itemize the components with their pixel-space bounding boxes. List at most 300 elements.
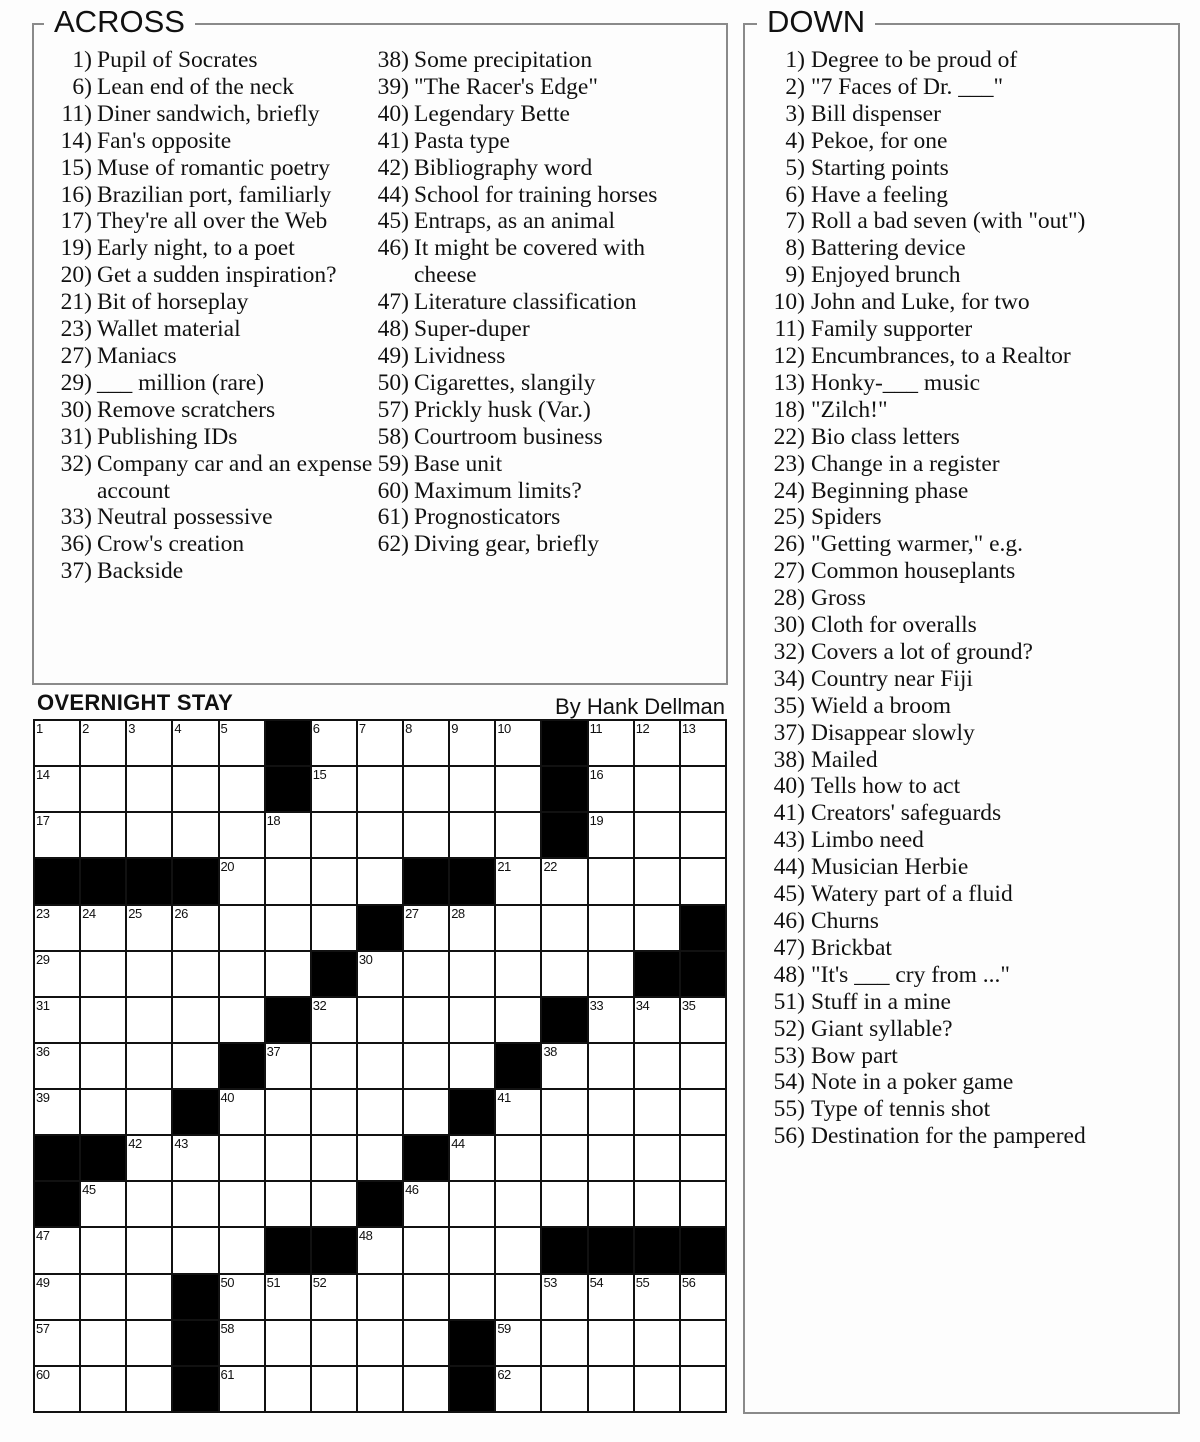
clue-text: Pasta type	[414, 127, 510, 154]
grid-cell[interactable]	[635, 859, 679, 903]
grid-cell[interactable]	[127, 1228, 171, 1272]
grid-cell[interactable]	[173, 1044, 217, 1088]
grid-cell[interactable]	[81, 952, 125, 996]
grid-cell[interactable]	[220, 1228, 264, 1272]
grid-cell[interactable]	[589, 1182, 633, 1226]
grid-cell[interactable]	[127, 906, 171, 950]
down-clue[interactable]	[763, 854, 1173, 881]
grid-cell[interactable]	[542, 1044, 586, 1088]
grid-cell[interactable]	[266, 952, 310, 996]
clue-text: Note in a poker game	[811, 1069, 1014, 1096]
grid-cell[interactable]	[220, 1367, 264, 1411]
black-square	[173, 1275, 217, 1319]
grid-cell[interactable]	[450, 1182, 494, 1226]
grid-cell[interactable]	[173, 1182, 217, 1226]
down-clue[interactable]	[763, 397, 1173, 424]
down-clue[interactable]	[763, 720, 1173, 747]
grid-cell[interactable]	[35, 721, 79, 765]
clue-number: 47)	[773, 934, 805, 961]
grid-cell[interactable]	[127, 1275, 171, 1319]
across-clue[interactable]	[374, 101, 694, 128]
across-clue[interactable]	[374, 531, 694, 558]
grid-cell[interactable]	[266, 859, 310, 903]
grid-cell[interactable]	[220, 952, 264, 996]
grid-cell[interactable]	[81, 1090, 125, 1134]
cell-number: 38	[543, 1043, 557, 1059]
across-clue[interactable]	[374, 47, 694, 74]
down-clue[interactable]	[763, 531, 1173, 558]
grid-cell[interactable]	[312, 721, 356, 765]
grid-cell[interactable]	[266, 1321, 310, 1365]
grid-cell[interactable]	[312, 906, 356, 950]
grid-cell[interactable]	[635, 1136, 679, 1180]
grid-cell[interactable]	[220, 1136, 264, 1180]
grid-cell[interactable]	[542, 1182, 586, 1226]
grid-cell[interactable]	[173, 906, 217, 950]
grid-cell[interactable]	[404, 952, 448, 996]
grid-cell[interactable]	[635, 1321, 679, 1365]
down-clue[interactable]	[763, 262, 1173, 289]
down-clue[interactable]	[763, 182, 1173, 209]
down-clue[interactable]	[763, 800, 1173, 827]
black-square	[220, 1044, 264, 1088]
grid-cell[interactable]	[358, 859, 402, 903]
down-clue[interactable]	[763, 1069, 1173, 1096]
grid-cell[interactable]	[681, 998, 725, 1042]
grid-cell[interactable]	[358, 1275, 402, 1319]
across-clue[interactable]	[374, 128, 694, 155]
black-square	[35, 859, 79, 903]
grid-cell[interactable]	[266, 1275, 310, 1319]
grid-cell[interactable]	[404, 1228, 448, 1272]
clue-text: "It's ___ cry from ..."	[811, 961, 1010, 988]
grid-cell[interactable]	[173, 721, 217, 765]
grid-cell[interactable]	[496, 1136, 540, 1180]
across-clue[interactable]	[52, 397, 382, 424]
grid-cell[interactable]	[220, 1275, 264, 1319]
grid-cell[interactable]	[681, 859, 725, 903]
across-clue[interactable]	[52, 343, 382, 370]
across-clue[interactable]	[52, 370, 382, 397]
grid-cell[interactable]	[496, 1275, 540, 1319]
grid-cell[interactable]	[220, 1182, 264, 1226]
grid-cell[interactable]	[81, 1367, 125, 1411]
grid-cell[interactable]	[312, 1367, 356, 1411]
across-clue[interactable]	[52, 504, 382, 531]
grid-cell[interactable]	[81, 1182, 125, 1226]
grid-cell[interactable]	[589, 859, 633, 903]
grid-cell[interactable]	[496, 1367, 540, 1411]
clue-text: Starting points	[811, 154, 949, 181]
grid-cell[interactable]	[81, 813, 125, 857]
down-clue[interactable]	[763, 451, 1173, 478]
grid-cell[interactable]	[220, 813, 264, 857]
grid-cell[interactable]	[266, 1044, 310, 1088]
down-clue[interactable]	[763, 1123, 1173, 1150]
grid-cell[interactable]	[681, 1321, 725, 1365]
grid-cell[interactable]	[635, 1367, 679, 1411]
grid-cell[interactable]	[358, 952, 402, 996]
clue-text: Giant syllable?	[811, 1015, 953, 1042]
down-clue[interactable]	[763, 208, 1173, 235]
grid-cell[interactable]	[127, 1136, 171, 1180]
grid-cell[interactable]	[496, 859, 540, 903]
grid-cell[interactable]	[404, 1321, 448, 1365]
across-clue[interactable]	[52, 74, 382, 101]
grid-cell[interactable]	[312, 1321, 356, 1365]
grid-cell[interactable]	[220, 721, 264, 765]
grid-cell[interactable]	[589, 767, 633, 811]
grid-cell[interactable]	[450, 906, 494, 950]
down-clue[interactable]	[763, 343, 1173, 370]
down-clue[interactable]	[763, 289, 1173, 316]
grid-cell[interactable]	[312, 1182, 356, 1226]
grid-cell[interactable]	[81, 1044, 125, 1088]
down-clue[interactable]	[763, 1096, 1173, 1123]
crossword-grid	[33, 719, 727, 1413]
grid-cell[interactable]	[589, 906, 633, 950]
grid-cell[interactable]	[450, 952, 494, 996]
grid-cell[interactable]	[496, 952, 540, 996]
grid-cell[interactable]	[312, 1090, 356, 1134]
grid-cell[interactable]	[173, 767, 217, 811]
grid-cell[interactable]	[681, 1367, 725, 1411]
grid-cell[interactable]	[358, 1136, 402, 1180]
grid-cell[interactable]	[404, 906, 448, 950]
clue-text: School for training horses	[414, 181, 658, 208]
grid-cell[interactable]	[404, 1367, 448, 1411]
grid-cell[interactable]	[635, 1090, 679, 1134]
grid-cell[interactable]	[681, 1275, 725, 1319]
grid-cell[interactable]	[358, 1044, 402, 1088]
down-clue[interactable]	[763, 101, 1173, 128]
grid-cell[interactable]	[542, 859, 586, 903]
grid-cell[interactable]	[589, 721, 633, 765]
grid-cell[interactable]	[127, 1367, 171, 1411]
grid-cell[interactable]	[542, 1136, 586, 1180]
grid-cell[interactable]	[35, 1228, 79, 1272]
grid-cell[interactable]	[173, 1228, 217, 1272]
grid-cell[interactable]	[220, 998, 264, 1042]
grid-cell[interactable]	[635, 1182, 679, 1226]
down-clue[interactable]	[763, 612, 1173, 639]
down-clue[interactable]	[763, 827, 1173, 854]
grid-cell[interactable]	[404, 1275, 448, 1319]
across-clue[interactable]	[52, 316, 382, 343]
grid-cell[interactable]	[266, 813, 310, 857]
across-clue[interactable]	[374, 451, 694, 478]
grid-cell[interactable]	[81, 1321, 125, 1365]
grid-cell[interactable]	[173, 952, 217, 996]
grid-cell[interactable]	[450, 1228, 494, 1272]
grid-cell[interactable]	[450, 998, 494, 1042]
grid-cell[interactable]	[127, 998, 171, 1042]
grid-cell[interactable]	[542, 1367, 586, 1411]
across-clue[interactable]	[374, 343, 694, 370]
across-clue[interactable]	[52, 155, 382, 182]
across-clue[interactable]	[374, 208, 694, 235]
grid-cell[interactable]	[266, 1367, 310, 1411]
grid-cell[interactable]	[450, 1136, 494, 1180]
grid-cell[interactable]	[173, 1136, 217, 1180]
down-clue[interactable]	[763, 235, 1173, 262]
clue-text: Battering device	[811, 235, 966, 262]
grid-cell[interactable]	[450, 767, 494, 811]
clue-text: Bit of horseplay	[97, 289, 249, 316]
across-clue[interactable]	[374, 182, 694, 209]
grid-cell[interactable]	[404, 721, 448, 765]
grid-cell[interactable]	[496, 813, 540, 857]
grid-cell[interactable]	[81, 998, 125, 1042]
grid-cell[interactable]	[589, 1367, 633, 1411]
grid-cell[interactable]	[266, 1136, 310, 1180]
grid-cell[interactable]	[266, 906, 310, 950]
grid-cell[interactable]	[542, 1090, 586, 1134]
grid-cell[interactable]	[358, 1228, 402, 1272]
grid-cell[interactable]	[404, 998, 448, 1042]
clue-text: Cloth for overalls	[811, 612, 977, 639]
down-clue[interactable]	[763, 74, 1173, 101]
grid-cell[interactable]	[635, 998, 679, 1042]
grid-cell[interactable]	[358, 813, 402, 857]
grid-cell[interactable]	[635, 767, 679, 811]
grid-cell[interactable]	[312, 998, 356, 1042]
grid-cell[interactable]	[542, 1275, 586, 1319]
clue-number: 3)	[785, 100, 805, 127]
grid-cell[interactable]	[220, 906, 264, 950]
grid-cell[interactable]	[496, 767, 540, 811]
grid-cell[interactable]	[450, 813, 494, 857]
grid-cell[interactable]	[35, 1090, 79, 1134]
grid-cell[interactable]	[358, 767, 402, 811]
grid-cell[interactable]	[35, 1275, 79, 1319]
grid-cell[interactable]	[312, 1136, 356, 1180]
down-clue[interactable]	[763, 747, 1173, 774]
across-clue[interactable]	[52, 558, 382, 585]
grid-cell[interactable]	[681, 1182, 725, 1226]
down-clue[interactable]	[763, 47, 1173, 74]
cell-number: 52	[312, 1274, 327, 1290]
grid-cell[interactable]	[127, 767, 171, 811]
grid-cell[interactable]	[358, 1321, 402, 1365]
grid-cell[interactable]	[358, 721, 402, 765]
grid-cell[interactable]	[681, 767, 725, 811]
grid-cell[interactable]	[35, 906, 79, 950]
clue-text: Base unit	[414, 450, 503, 477]
clue-number: 57)	[377, 396, 409, 423]
grid-cell[interactable]	[681, 1136, 725, 1180]
grid-cell[interactable]	[127, 1182, 171, 1226]
clue-number: 37)	[773, 719, 805, 746]
black-square	[266, 998, 310, 1042]
down-clue[interactable]	[763, 585, 1173, 612]
across-clue[interactable]	[52, 208, 382, 235]
clue-text: Courtroom business	[414, 423, 603, 450]
grid-cell[interactable]	[542, 906, 586, 950]
across-clue[interactable]	[374, 155, 694, 182]
clue-text: Pupil of Socrates	[97, 47, 258, 73]
across-clue[interactable]	[52, 47, 382, 74]
grid-cell[interactable]	[220, 1321, 264, 1365]
down-clue[interactable]	[763, 478, 1173, 505]
across-clue[interactable]	[52, 128, 382, 155]
across-clue[interactable]	[374, 74, 694, 101]
down-clue[interactable]	[763, 1016, 1173, 1043]
across-clue[interactable]	[374, 478, 694, 505]
grid-cell[interactable]	[358, 1090, 402, 1134]
grid-cell[interactable]	[404, 813, 448, 857]
down-clue[interactable]	[763, 773, 1173, 800]
grid-cell[interactable]	[681, 813, 725, 857]
grid-cell[interactable]	[635, 906, 679, 950]
grid-cell[interactable]	[496, 1182, 540, 1226]
across-clue[interactable]	[374, 316, 694, 343]
grid-cell[interactable]	[404, 1182, 448, 1226]
grid-cell[interactable]	[542, 952, 586, 996]
grid-cell[interactable]	[496, 906, 540, 950]
down-clue[interactable]	[763, 935, 1173, 962]
grid-cell[interactable]	[81, 767, 125, 811]
down-clue[interactable]	[763, 424, 1173, 451]
across-clue[interactable]	[374, 370, 694, 397]
grid-cell[interactable]	[589, 998, 633, 1042]
clue-number: 18)	[773, 396, 805, 423]
grid-cell[interactable]	[81, 906, 125, 950]
cell-number: 34	[635, 997, 650, 1013]
grid-cell[interactable]	[635, 1275, 679, 1319]
grid-cell[interactable]	[496, 1321, 540, 1365]
down-clue[interactable]	[763, 881, 1173, 908]
clue-text: Muse of romantic poetry	[97, 154, 330, 181]
grid-cell[interactable]	[404, 1044, 448, 1088]
grid-cell[interactable]	[358, 998, 402, 1042]
clue-text: "Getting warmer," e.g.	[811, 531, 1024, 558]
grid-cell[interactable]	[266, 1182, 310, 1226]
grid-cell[interactable]	[589, 952, 633, 996]
clue-text: Pekoe, for one	[811, 127, 948, 154]
down-clue[interactable]	[763, 370, 1173, 397]
grid-cell[interactable]	[220, 767, 264, 811]
grid-cell[interactable]	[312, 1044, 356, 1088]
grid-cell[interactable]	[81, 721, 125, 765]
grid-cell[interactable]	[312, 859, 356, 903]
across-clue[interactable]	[52, 235, 382, 262]
grid-cell[interactable]	[404, 1090, 448, 1134]
grid-cell[interactable]	[496, 721, 540, 765]
grid-cell[interactable]	[496, 1090, 540, 1134]
grid-cell[interactable]	[35, 767, 79, 811]
grid-cell[interactable]	[173, 813, 217, 857]
grid-cell[interactable]	[589, 1090, 633, 1134]
grid-cell[interactable]	[404, 767, 448, 811]
cell-number: 45	[82, 1182, 96, 1198]
across-clue[interactable]	[52, 101, 382, 128]
grid-cell[interactable]	[127, 813, 171, 857]
grid-cell[interactable]	[127, 721, 171, 765]
grid-cell[interactable]	[312, 1275, 356, 1319]
across-clue[interactable]	[374, 397, 694, 424]
grid-cell[interactable]	[35, 1044, 79, 1088]
grid-cell[interactable]	[589, 1321, 633, 1365]
grid-cell[interactable]	[635, 721, 679, 765]
clue-text: Roll a bad seven (with "out")	[811, 208, 1086, 235]
grid-cell[interactable]	[81, 1228, 125, 1272]
across-clue[interactable]	[52, 289, 382, 316]
grid-cell[interactable]	[635, 1044, 679, 1088]
grid-cell[interactable]	[450, 721, 494, 765]
grid-cell[interactable]	[35, 813, 79, 857]
clue-text: Bibliography word	[414, 154, 593, 181]
down-clue[interactable]	[763, 128, 1173, 155]
grid-cell[interactable]	[127, 1321, 171, 1365]
across-clue[interactable]	[52, 424, 382, 451]
grid-cell[interactable]	[589, 1136, 633, 1180]
down-clue[interactable]	[763, 316, 1173, 343]
down-clue[interactable]	[763, 908, 1173, 935]
down-clue[interactable]	[763, 693, 1173, 720]
grid-cell[interactable]	[35, 952, 79, 996]
grid-cell[interactable]	[358, 1367, 402, 1411]
grid-cell[interactable]	[312, 767, 356, 811]
across-clue[interactable]	[52, 451, 382, 505]
grid-cell[interactable]	[450, 1044, 494, 1088]
grid-cell[interactable]	[681, 1044, 725, 1088]
grid-cell[interactable]	[220, 1090, 264, 1134]
grid-cell[interactable]	[681, 721, 725, 765]
grid-cell[interactable]	[589, 1275, 633, 1319]
grid-cell[interactable]	[542, 1321, 586, 1365]
grid-cell[interactable]	[681, 1090, 725, 1134]
down-clue[interactable]	[763, 639, 1173, 666]
grid-cell[interactable]	[589, 1044, 633, 1088]
grid-cell[interactable]	[220, 859, 264, 903]
across-clue[interactable]	[52, 262, 382, 289]
grid-cell[interactable]	[496, 998, 540, 1042]
grid-cell[interactable]	[35, 1367, 79, 1411]
down-clue[interactable]	[763, 155, 1173, 182]
clue-text: Encumbrances, to a Realtor	[811, 342, 1071, 369]
grid-cell[interactable]	[127, 1090, 171, 1134]
across-clue[interactable]	[374, 289, 694, 316]
clue-text: Publishing IDs	[97, 423, 238, 450]
grid-cell[interactable]	[589, 813, 633, 857]
grid-cell[interactable]	[496, 1228, 540, 1272]
down-clue[interactable]	[763, 504, 1173, 531]
down-clue[interactable]	[763, 1043, 1173, 1070]
grid-cell[interactable]	[81, 1275, 125, 1319]
down-clue[interactable]	[763, 962, 1173, 989]
grid-cell[interactable]	[312, 813, 356, 857]
across-clue[interactable]	[52, 182, 382, 209]
grid-cell[interactable]	[35, 1321, 79, 1365]
down-clue[interactable]	[763, 989, 1173, 1016]
down-clue[interactable]	[763, 666, 1173, 693]
clue-text: Type of tennis shot	[811, 1096, 991, 1123]
grid-cell[interactable]	[127, 952, 171, 996]
across-clue[interactable]	[374, 235, 694, 289]
grid-cell[interactable]	[635, 813, 679, 857]
down-clue-column	[763, 47, 1173, 1150]
down-clue[interactable]	[763, 558, 1173, 585]
grid-cell[interactable]	[35, 998, 79, 1042]
grid-cell[interactable]	[173, 998, 217, 1042]
across-clue[interactable]	[52, 531, 382, 558]
grid-cell[interactable]	[266, 1090, 310, 1134]
grid-cell[interactable]	[450, 1275, 494, 1319]
across-clue[interactable]	[374, 504, 694, 531]
across-clue[interactable]	[374, 424, 694, 451]
grid-cell[interactable]	[127, 1044, 171, 1088]
